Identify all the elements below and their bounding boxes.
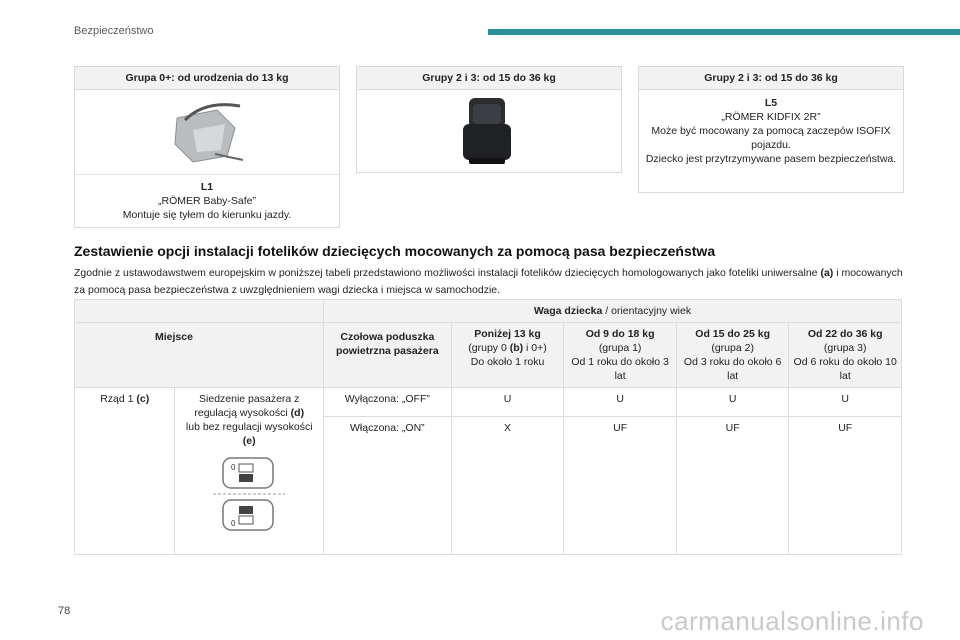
seat-ref-d: (d): [290, 407, 305, 419]
body-ref-a: (a): [820, 267, 834, 279]
seat-desc-isofix: Może być mocowany za pomocą zaczepów ISOFIX pojazdu.: [651, 125, 891, 151]
group-age: Od 6 roku do około 10 lat: [793, 356, 897, 382]
section-body: [74, 265, 904, 299]
installation-table: [74, 299, 902, 555]
child-seat-card-l1: [74, 66, 340, 228]
col-group-0: [451, 323, 564, 388]
child-seat-card-booster: [356, 66, 622, 173]
booster-seat-image: [357, 90, 621, 173]
airbag-off-cell: Wyłączona: „OFF”: [323, 388, 451, 417]
seat-desc: Montuje się tyłem do kierunku jazdy.: [122, 209, 292, 221]
value-cell: U: [564, 388, 677, 417]
value-cell: UF: [676, 417, 789, 555]
group-sub: (grupa 1): [598, 342, 642, 354]
seat-desc-cell: [175, 388, 324, 555]
table-empty-header: [75, 300, 324, 323]
seat-code: L5: [764, 97, 778, 109]
page-number: 78: [58, 605, 71, 617]
weight-header: [323, 300, 901, 323]
row-ref-c: (c): [136, 393, 150, 405]
weight-header-rest: / orientacyjny wiek: [602, 305, 692, 317]
infant-carrier-image: [75, 90, 339, 175]
watermark: carmanualsonline.info: [660, 606, 924, 636]
group-sub: (grupa 3): [823, 342, 867, 354]
header-accent-bar: [488, 29, 960, 35]
infant-carrier-icon: [75, 90, 339, 174]
col-airbag-label: Czołowa poduszka powietrzna pasażera: [335, 331, 439, 357]
airbag-on-cell: Włączona: „ON”: [323, 417, 451, 555]
seat-desc-belt: Dziecko jest przytrzymywane pasem bezpieczeństwa.: [645, 153, 897, 165]
row-label: Rząd 1: [100, 393, 134, 405]
col-place-label: Miejsce: [155, 331, 193, 343]
group-title: Od 22 do 36 kg: [807, 328, 883, 340]
row-label-cell: [75, 388, 175, 555]
seat-desc-2: lub bez regulacji wysokości: [185, 421, 313, 433]
value-cell: X: [451, 417, 564, 555]
section-heading: Zestawienie opcji instalacji fotelików dziecięcych mocowanych za pomocą pasa bezpieczeństwa: [74, 243, 716, 259]
value-cell: U: [451, 388, 564, 417]
seat-name: „RÖMER Baby-Safe”: [157, 195, 257, 207]
car-seat-position-icon: [209, 454, 289, 534]
seat-ref-e: (e): [242, 435, 256, 447]
value-cell: U: [789, 388, 902, 417]
col-group-2: [676, 323, 789, 388]
header-section-title: Bezpieczeństwo: [74, 25, 154, 37]
value-cell: U: [676, 388, 789, 417]
group-title: Od 9 do 18 kg: [585, 328, 655, 340]
group-age: Od 3 roku do około 6 lat: [683, 356, 782, 382]
group-title: Poniżej 13 kg: [474, 328, 541, 340]
group-age: Do około 1 roku: [470, 356, 545, 368]
group-age: Od 1 roku do około 3 lat: [571, 356, 669, 382]
seat-name: „RÖMER KIDFIX 2R”: [721, 111, 821, 123]
airbag-off-label: 0: [231, 463, 236, 472]
seat-code: L1: [200, 181, 214, 193]
group-title: Od 15 do 25 kg: [695, 328, 770, 340]
group-sub-post: i 0+): [523, 342, 547, 354]
airbag-on-label: 0: [231, 519, 236, 528]
child-seat-card-l5: [638, 66, 904, 193]
weight-header-bold: Waga dziecka: [533, 305, 603, 317]
group-ref-b: (b): [509, 342, 524, 354]
col-group-1: [564, 323, 677, 388]
col-airbag: [323, 323, 451, 388]
card-title: Grupy 2 i 3: od 15 do 36 kg: [639, 67, 903, 90]
col-place: [75, 323, 324, 388]
value-cell: UF: [564, 417, 677, 555]
value-cell: UF: [789, 417, 902, 555]
seat-desc-1: Siedzenie pasażera z regulacją wysokości: [194, 393, 300, 419]
body-text-2: i mocowanych za pomocą pasa bezpieczeństwa z uwzględnieniem wagi dziecka i miejsca w samochodzie.: [74, 267, 903, 296]
card-title: Grupy 2 i 3: od 15 do 36 kg: [357, 67, 621, 90]
group-sub: (grupa 2): [711, 342, 754, 354]
col-group-3: [789, 323, 902, 388]
group-sub-pre: (grupy 0: [468, 342, 510, 354]
card-title: Grupa 0+: od urodzenia do 13 kg: [75, 67, 339, 90]
booster-seat-icon: [357, 90, 621, 173]
body-text-1: Zgodnie z ustawodawstwem europejskim w poniższej tabeli przedstawiono możliwości instalacji fotelików dziecięcych homologowanych jako foteliki uniwersalne: [74, 267, 818, 279]
